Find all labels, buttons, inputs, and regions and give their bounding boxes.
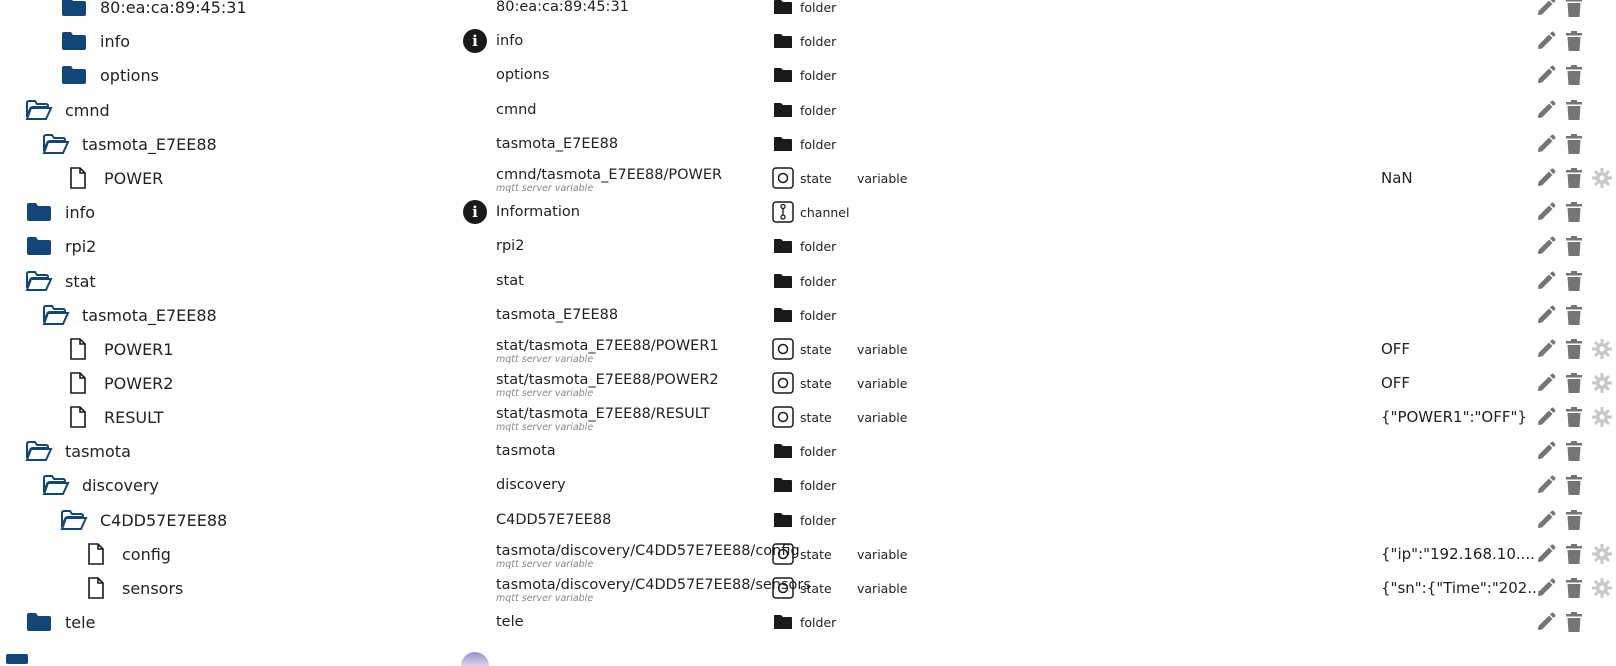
edit-icon[interactable] <box>1532 0 1560 21</box>
edit-icon[interactable] <box>1532 164 1560 192</box>
state-type-icon <box>772 338 794 360</box>
tree-row[interactable] <box>0 58 1604 92</box>
delete-icon[interactable] <box>1560 301 1588 329</box>
object-name-text: tasmota <box>496 443 556 459</box>
object-name-text: rpi2 <box>496 238 525 254</box>
object-name <box>496 264 770 298</box>
delete-icon[interactable] <box>1560 267 1588 295</box>
edit-icon[interactable] <box>1532 403 1560 431</box>
tree-row[interactable] <box>0 503 1604 537</box>
tree-row[interactable] <box>0 24 1604 58</box>
folder-open-icon[interactable] <box>44 305 68 325</box>
node-label: tasmota_E7EE88 <box>82 305 217 325</box>
object-name <box>496 605 770 639</box>
object-type-label: state <box>800 546 832 562</box>
node-label: tasmota <box>65 441 131 461</box>
object-type <box>772 537 832 571</box>
object-type-label: state <box>800 375 832 391</box>
object-type <box>772 605 836 639</box>
object-name-text: stat <box>496 273 524 289</box>
object-type <box>772 366 832 400</box>
object-role: variable <box>857 580 908 596</box>
node-label: POWER <box>104 168 164 188</box>
object-name-text: tasmota_E7EE88 <box>496 136 619 152</box>
node-label: info <box>100 31 131 51</box>
folder-type-icon <box>772 304 794 326</box>
tree-node[interactable] <box>27 93 110 127</box>
tree-node[interactable] <box>66 366 173 400</box>
object-name <box>496 93 770 127</box>
object-name <box>496 468 770 502</box>
info-icon[interactable]: i <box>463 200 487 224</box>
object-type-label: folder <box>800 102 837 118</box>
folder-type-icon <box>772 611 794 633</box>
tree-node[interactable] <box>62 0 247 24</box>
object-role: variable <box>857 409 908 425</box>
object-name <box>496 58 770 92</box>
state-type-icon <box>772 406 794 428</box>
object-name-text: stat/tasmota_E7EE88/RESULT <box>496 406 710 422</box>
object-name-text: stat/tasmota_E7EE88/POWER1 <box>496 338 719 354</box>
object-role: variable <box>857 375 908 391</box>
node-label: C4DD57E7EE88 <box>100 510 228 530</box>
row-actions <box>1532 161 1616 195</box>
object-name <box>496 195 770 229</box>
folder-type-icon <box>772 235 794 257</box>
object-type-label: folder <box>800 307 837 323</box>
object-type <box>772 400 832 434</box>
folder-open-icon[interactable] <box>44 475 68 495</box>
node-label: POWER2 <box>104 373 174 393</box>
edit-icon[interactable] <box>1532 574 1560 602</box>
edit-icon[interactable] <box>1532 471 1560 499</box>
folder-type-icon <box>772 270 794 292</box>
tree-row[interactable] <box>0 434 1604 468</box>
object-value[interactable]: {"POWER1":"OFF"} <box>1381 408 1527 426</box>
tree-row[interactable] <box>0 93 1604 127</box>
tree-row[interactable] <box>0 468 1604 502</box>
object-name-text: tasmota/discovery/C4DD57E7EE88/sensors <box>496 577 811 593</box>
edit-icon[interactable] <box>1532 27 1560 55</box>
row-actions <box>1532 195 1588 229</box>
edit-icon[interactable] <box>1532 540 1560 568</box>
object-type <box>772 264 836 298</box>
object-type <box>772 298 836 332</box>
delete-icon[interactable] <box>1560 232 1588 260</box>
edit-icon[interactable] <box>1532 301 1560 329</box>
file-icon[interactable] <box>66 339 90 359</box>
node-label: options <box>100 65 159 85</box>
delete-icon[interactable] <box>1560 437 1588 465</box>
object-name-text: 80:ea:ca:89:45:31 <box>496 0 629 15</box>
settings-icon[interactable] <box>1588 164 1616 192</box>
edit-icon[interactable] <box>1532 608 1560 636</box>
folder-icon[interactable] <box>62 65 86 85</box>
state-type-icon <box>772 577 794 599</box>
settings-icon[interactable] <box>1588 574 1616 602</box>
row-actions <box>1532 605 1588 639</box>
folder-type-icon <box>772 0 794 18</box>
object-description: mqtt server variable <box>496 354 594 365</box>
delete-icon[interactable] <box>1560 27 1588 55</box>
tree-row[interactable] <box>0 298 1604 332</box>
folder-type-icon <box>772 133 794 155</box>
delete-icon[interactable] <box>1560 335 1588 363</box>
object-type <box>772 127 836 161</box>
object-description: mqtt server variable <box>496 388 594 399</box>
object-name <box>496 161 770 195</box>
object-name <box>496 24 770 58</box>
node-label: cmnd <box>65 100 110 120</box>
tree-row[interactable] <box>0 400 1604 434</box>
folder-type-icon <box>772 440 794 462</box>
object-type <box>772 195 849 229</box>
node-label: tasmota_E7EE88 <box>82 134 217 154</box>
tree-node[interactable] <box>27 434 131 468</box>
object-name-text: tasmota/discovery/C4DD57E7EE88/config <box>496 543 800 559</box>
info-icon[interactable]: i <box>463 29 487 53</box>
delete-icon[interactable] <box>1560 403 1588 431</box>
object-description: mqtt server variable <box>496 183 594 194</box>
tree-row[interactable] <box>0 195 1604 229</box>
tree-row[interactable] <box>0 537 1604 571</box>
tree-row[interactable] <box>0 605 1604 639</box>
folder-icon[interactable] <box>27 612 51 632</box>
object-type-label: state <box>800 170 832 186</box>
object-role: variable <box>857 341 908 357</box>
object-name-text: tasmota_E7EE88 <box>496 307 619 323</box>
object-type-label: folder <box>800 273 837 289</box>
folder-icon[interactable] <box>62 31 86 51</box>
tree-node[interactable] <box>84 537 171 571</box>
tree-node[interactable] <box>27 264 96 298</box>
object-name-text: cmnd <box>496 102 537 118</box>
object-name-text: stat/tasmota_E7EE88/POWER2 <box>496 372 719 388</box>
edit-icon[interactable] <box>1532 61 1560 89</box>
delete-icon[interactable] <box>1560 574 1588 602</box>
tree-node[interactable] <box>44 468 159 502</box>
object-name-text: Information <box>496 204 580 220</box>
state-type-icon <box>772 543 794 565</box>
edit-icon[interactable] <box>1532 335 1560 363</box>
node-label: RESULT <box>104 407 164 427</box>
object-name <box>496 503 770 537</box>
row-actions <box>1532 400 1616 434</box>
tree-node[interactable] <box>66 332 173 366</box>
object-type-label: folder <box>800 512 837 528</box>
object-name-text: cmnd/tasmota_E7EE88/POWER <box>496 167 723 183</box>
folder-icon[interactable] <box>27 236 51 256</box>
object-name <box>496 537 800 571</box>
tree-node[interactable] <box>62 24 130 58</box>
edit-icon[interactable] <box>1532 369 1560 397</box>
folder-icon <box>6 654 28 664</box>
delete-icon[interactable] <box>1560 506 1588 534</box>
node-label: rpi2 <box>65 236 97 256</box>
object-type-label: folder <box>800 136 837 152</box>
node-label: 80:ea:ca:89:45:31 <box>100 0 247 17</box>
object-name-text: tele <box>496 614 524 630</box>
object-value[interactable]: {"ip":"192.168.10.... <box>1381 545 1535 563</box>
file-icon[interactable] <box>84 544 108 564</box>
folder-open-icon[interactable] <box>44 134 68 154</box>
delete-icon[interactable] <box>1560 471 1588 499</box>
node-label: config <box>122 544 171 564</box>
delete-icon[interactable] <box>1560 540 1588 568</box>
object-value[interactable]: NaN <box>1381 169 1413 187</box>
folder-type-icon <box>772 30 794 52</box>
object-type-label: folder <box>800 477 837 493</box>
settings-icon[interactable] <box>1588 403 1616 431</box>
object-type <box>772 229 836 263</box>
folder-type-icon <box>772 509 794 531</box>
tree-node[interactable] <box>62 58 159 92</box>
row-actions <box>1532 571 1616 605</box>
object-type-label: channel <box>800 204 850 220</box>
tree-node[interactable] <box>27 229 96 263</box>
folder-icon[interactable] <box>27 202 51 222</box>
settings-icon[interactable] <box>1588 369 1616 397</box>
state-type-icon <box>772 167 794 189</box>
object-name <box>496 0 770 24</box>
delete-icon[interactable] <box>1560 130 1588 158</box>
tree-row[interactable] <box>0 571 1604 605</box>
channel-type-icon <box>772 201 794 223</box>
delete-icon[interactable] <box>1560 164 1588 192</box>
object-name <box>496 366 770 400</box>
object-description: mqtt server variable <box>496 559 594 570</box>
object-role: variable <box>857 546 908 562</box>
edit-icon[interactable] <box>1532 437 1560 465</box>
tree-node[interactable] <box>27 195 95 229</box>
object-value[interactable]: OFF <box>1381 340 1411 358</box>
object-type-label: folder <box>800 33 837 49</box>
object-type-label: folder <box>800 67 837 83</box>
row-actions <box>1532 503 1588 537</box>
object-name <box>496 298 770 332</box>
node-label: discovery <box>82 475 159 495</box>
object-name <box>496 434 770 468</box>
tree-node[interactable] <box>62 503 227 537</box>
folder-open-icon[interactable] <box>27 100 51 120</box>
file-icon[interactable] <box>66 168 90 188</box>
state-type-icon <box>772 372 794 394</box>
folder-open-icon[interactable] <box>27 441 51 461</box>
row-actions <box>1532 264 1588 298</box>
object-name <box>496 571 811 605</box>
edit-icon[interactable] <box>1532 130 1560 158</box>
object-role: variable <box>857 170 908 186</box>
folder-type-icon <box>772 64 794 86</box>
object-name <box>496 332 770 366</box>
row-actions <box>1532 434 1588 468</box>
object-name-text: discovery <box>496 477 566 493</box>
object-type <box>772 58 836 92</box>
object-name <box>496 229 770 263</box>
tree-row[interactable] <box>0 161 1604 195</box>
object-type <box>772 93 836 127</box>
object-name <box>496 400 770 434</box>
delete-icon[interactable] <box>1560 369 1588 397</box>
row-actions <box>1532 366 1616 400</box>
object-type <box>772 503 836 537</box>
node-label: tele <box>65 612 96 632</box>
object-type <box>772 434 836 468</box>
tree-row[interactable] <box>0 0 1604 24</box>
edit-icon[interactable] <box>1532 232 1560 260</box>
row-actions <box>1532 93 1588 127</box>
edit-icon[interactable] <box>1532 96 1560 124</box>
node-label: sensors <box>122 578 184 598</box>
row-actions <box>1532 537 1616 571</box>
object-type-label: folder <box>800 614 837 630</box>
object-type <box>772 0 836 24</box>
object-description: mqtt server variable <box>496 422 594 433</box>
row-actions <box>1532 332 1616 366</box>
object-name-text: options <box>496 67 550 83</box>
row-actions <box>1532 0 1588 24</box>
tree-row[interactable] <box>0 127 1604 161</box>
edit-icon[interactable] <box>1532 267 1560 295</box>
tree-row[interactable] <box>0 366 1604 400</box>
object-type-label: state <box>800 580 832 596</box>
delete-icon[interactable] <box>1560 608 1588 636</box>
tree-node[interactable] <box>27 605 95 639</box>
object-type <box>772 24 836 58</box>
file-icon[interactable] <box>66 407 90 427</box>
tree-row[interactable] <box>0 332 1604 366</box>
tree-row[interactable] <box>0 264 1604 298</box>
delete-icon[interactable] <box>1560 198 1588 226</box>
tree-node[interactable] <box>84 571 183 605</box>
row-actions <box>1532 127 1588 161</box>
object-type-label: state <box>800 341 832 357</box>
settings-icon[interactable] <box>1588 335 1616 363</box>
edit-icon[interactable] <box>1532 198 1560 226</box>
object-description: mqtt server variable <box>496 593 594 604</box>
edit-icon[interactable] <box>1532 506 1560 534</box>
delete-icon[interactable] <box>1560 96 1588 124</box>
object-type-label: folder <box>800 238 837 254</box>
folder-open-icon[interactable] <box>62 510 86 530</box>
settings-icon[interactable] <box>1588 540 1616 568</box>
tree-node[interactable] <box>44 298 217 332</box>
row-actions <box>1532 58 1588 92</box>
tree-node[interactable] <box>66 400 164 434</box>
folder-type-icon <box>772 99 794 121</box>
row-actions <box>1532 24 1588 58</box>
object-type <box>772 571 832 605</box>
tree-row[interactable] <box>0 229 1604 263</box>
node-label: info <box>65 202 96 222</box>
tree-node[interactable] <box>44 127 217 161</box>
node-label: stat <box>65 271 96 291</box>
object-type <box>772 161 832 195</box>
object-type-label: folder <box>800 0 837 15</box>
file-icon[interactable] <box>84 578 108 598</box>
object-type-label: folder <box>800 443 837 459</box>
delete-icon[interactable] <box>1560 0 1588 21</box>
object-name <box>496 127 770 161</box>
object-value[interactable]: {"sn":{"Time":"202... <box>1381 579 1542 597</box>
folder-type-icon <box>772 474 794 496</box>
object-name-text: C4DD57E7EE88 <box>496 512 612 528</box>
node-label: POWER1 <box>104 339 174 359</box>
object-value[interactable]: OFF <box>1381 374 1411 392</box>
folder-open-icon[interactable] <box>27 271 51 291</box>
folder-icon[interactable] <box>62 0 86 17</box>
delete-icon[interactable] <box>1560 61 1588 89</box>
row-actions <box>1532 468 1588 502</box>
file-icon[interactable] <box>66 373 90 393</box>
object-type <box>772 332 832 366</box>
row-actions <box>1532 229 1588 263</box>
object-name-text: info <box>496 33 524 49</box>
tree-node[interactable] <box>66 161 163 195</box>
row-actions <box>1532 298 1588 332</box>
object-type <box>772 468 836 502</box>
object-type-label: state <box>800 409 832 425</box>
